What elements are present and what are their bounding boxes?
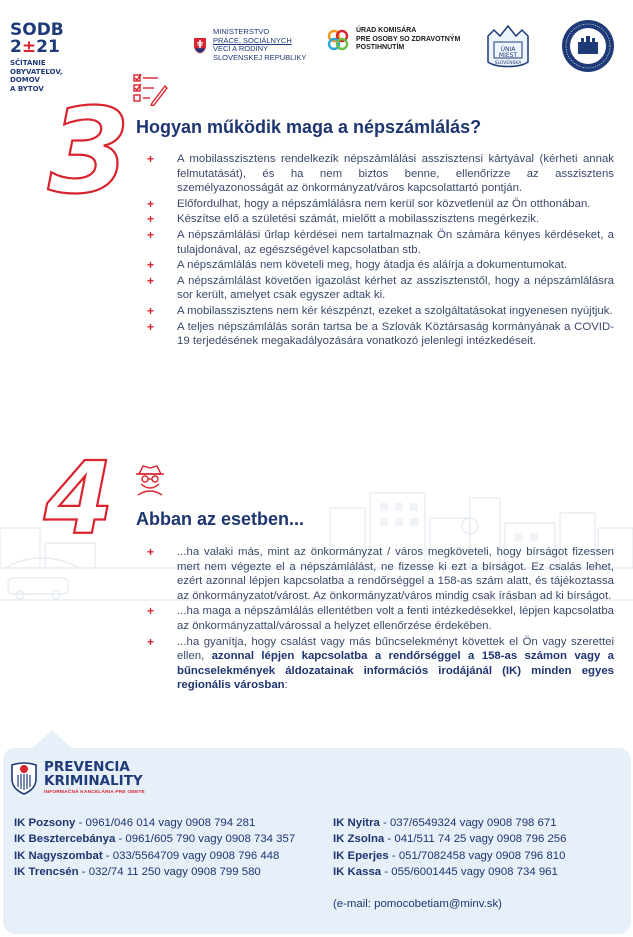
unia-line-2: MIEST (498, 52, 518, 59)
spy-icon (133, 462, 167, 496)
section-4-number (38, 445, 133, 540)
list-item: + Készítse elő a születési számát, mielőtt a mobilasszisztens megérkezik. (147, 212, 540, 227)
sodb-title: SODB (10, 20, 64, 40)
sodb-logo (10, 22, 80, 93)
contact-row: IK Nagyszombat - 033/5564709 vagy 0908 796 448 (14, 849, 280, 862)
unia-miest-emblem-icon (480, 18, 536, 74)
sodb-subtitle: SČÍTANIE OBYVATEĽOV, DOMOV A BYTOV (10, 59, 63, 93)
ministry-line-1: MINISTERSTVO (213, 27, 270, 36)
checklist-pen-icon (132, 72, 168, 106)
urad-line-1: ÚRAD KOMISÁRA (356, 27, 417, 34)
slovak-coat-of-arms-icon (193, 37, 207, 54)
contact-row: IK Pozsony - 0961/046 014 vagy 0908 794 281 (14, 817, 256, 829)
panel-notch (30, 730, 74, 750)
ministry-line-3: VECÍ A RODINY (213, 44, 269, 53)
sodb-year: 2±21 (10, 37, 60, 57)
list-item: + Előfordulhat, hogy a népszámlálásra nem kerül sor közvetlenül az Ön otthonában. (147, 196, 591, 211)
contacts-left (14, 815, 295, 881)
svg-text:4: 4 (44, 445, 114, 540)
list-item: + ...ha valaki más, mint az önkormányzat / város megköveteli, hogy bírságot fizessen mert nem végezte el a népszámlálást, ne fizesse ki ezt a bírságot. Ez csalás lehet, ezért azonnal lépjen kapcsolatba a rendőrséggel a 158-as szám alatt, és tájékoztassa az önkormányzatot/várost. Az önkormányzat/város mindig csak írásban ad ki bírságot. (147, 545, 614, 602)
urad-line-3: POSTIHNUTÍM (356, 44, 405, 51)
contacts-right (333, 815, 566, 881)
contact-row: IK Kassa - 055/6001445 vagy 0908 734 961 (333, 866, 558, 879)
contact-row: IK Besztercebánya - 0961/605 790 vagy 0908 734 357 (14, 833, 296, 846)
list-item: + A mobilasszisztens rendelkezik népszámlálási asszisztensi kártyával (kérheti annak felmutatását), és ha nem biztos benne, ellenőrizze az asszisztens személyazonosságát az önkormányzat/város kapcsolattartó pontján. (147, 152, 614, 195)
contact-row: IK Eperjes - 051/7082458 vagy 0908 796 810 (333, 849, 566, 862)
prevencia-line-2: KRIMINALITY (44, 773, 143, 789)
unia-miest-logo (480, 18, 536, 74)
unia-line-1: ÚNIA (500, 46, 516, 53)
unia-line-3: SLOVENSKA (494, 61, 522, 66)
contact-row: IK Nyitra - 037/6549324 vagy 0908 798 671 (333, 817, 557, 829)
email-link[interactable]: (e-mail: pomocobetiam@minv.sk) (333, 898, 502, 910)
ministry-line-2: PRÁCE, SOCIÁLNYCH (213, 35, 292, 45)
ministry-logo (193, 28, 306, 62)
list-item: + A népszámlálási űrlap kérdései nem tartalmaznak Ön számára kényes kérdéseket, a tulajdonával, az egészségével kapcsolatban stb. (147, 227, 614, 256)
section-3-title: Hogyan működik maga a népszámlálás? (136, 117, 482, 137)
prevencia-kriminality-logo (10, 760, 145, 795)
list-item: + ...ha maga a népszámlálás ellentétben volt a fenti intézkedésekkel, lépjen kapcsolatba az önkormányzattal/várossal a helyzet ellenőrzése érdekében. (147, 604, 614, 632)
section-4-list (147, 545, 614, 694)
zmos-seal-icon (560, 18, 616, 74)
urad-komisara-logo (326, 27, 460, 53)
contact-row: IK Trencsén - 032/74 11 250 vagy 0908 799 580 (14, 866, 261, 879)
prevencia-line-1: PREVENCIA (44, 759, 130, 775)
section-3-number (40, 92, 130, 202)
rings-icon (326, 28, 350, 52)
list-item: + A népszámlálás nem követeli meg, hogy átadja és aláírja a dokumentumokat. (147, 258, 568, 273)
list-item: + A teljes népszámlálás során tartsa be a Szlovák Köztársaság kormányának a COVID-19 terjedésének megakadályozására vonatkozó jelenlegi intézkedéseit. (147, 319, 614, 348)
section-3-list (147, 152, 614, 350)
section-4-title: Abban az esetben... (136, 509, 305, 529)
urad-line-2: PRE OSOBY SO ZDRAVOTNÝM (356, 35, 461, 43)
list-item: + A mobilasszisztens nem kér készpénzt, ezeket a szolgáltatásokat ingyenesen nyújtjuk. (147, 303, 613, 318)
svg-text:3: 3 (48, 92, 130, 202)
list-item: + ...ha gyanítja, hogy csalást vagy más bűncselekményt követtek el Ön vagy szerettei ellen, azonnal lépjen kapcsolatba a rendőrséggel a 158-as számon vagy a bűncselekmények áldozatainak információs irodájánál (IK) minden egyes regionális városban: (147, 634, 614, 692)
list-item: + A népszámlálást követően igazolást kérhet az asszisztenstől, hogy a népszámlálásra sor került, amelyet csak egyszer adtak ki. (147, 273, 614, 302)
prevencia-line-3: INFORMAČNÁ KANCELÁRIA PRE OBETE (44, 790, 145, 795)
ministry-line-4: SLOVENSKEJ REPUBLIKY (213, 52, 307, 62)
zmos-logo (560, 18, 616, 74)
prevencia-shield-icon (10, 761, 38, 795)
contact-row: IK Zsolna - 041/511 74 25 vagy 0908 796 256 (333, 833, 567, 846)
